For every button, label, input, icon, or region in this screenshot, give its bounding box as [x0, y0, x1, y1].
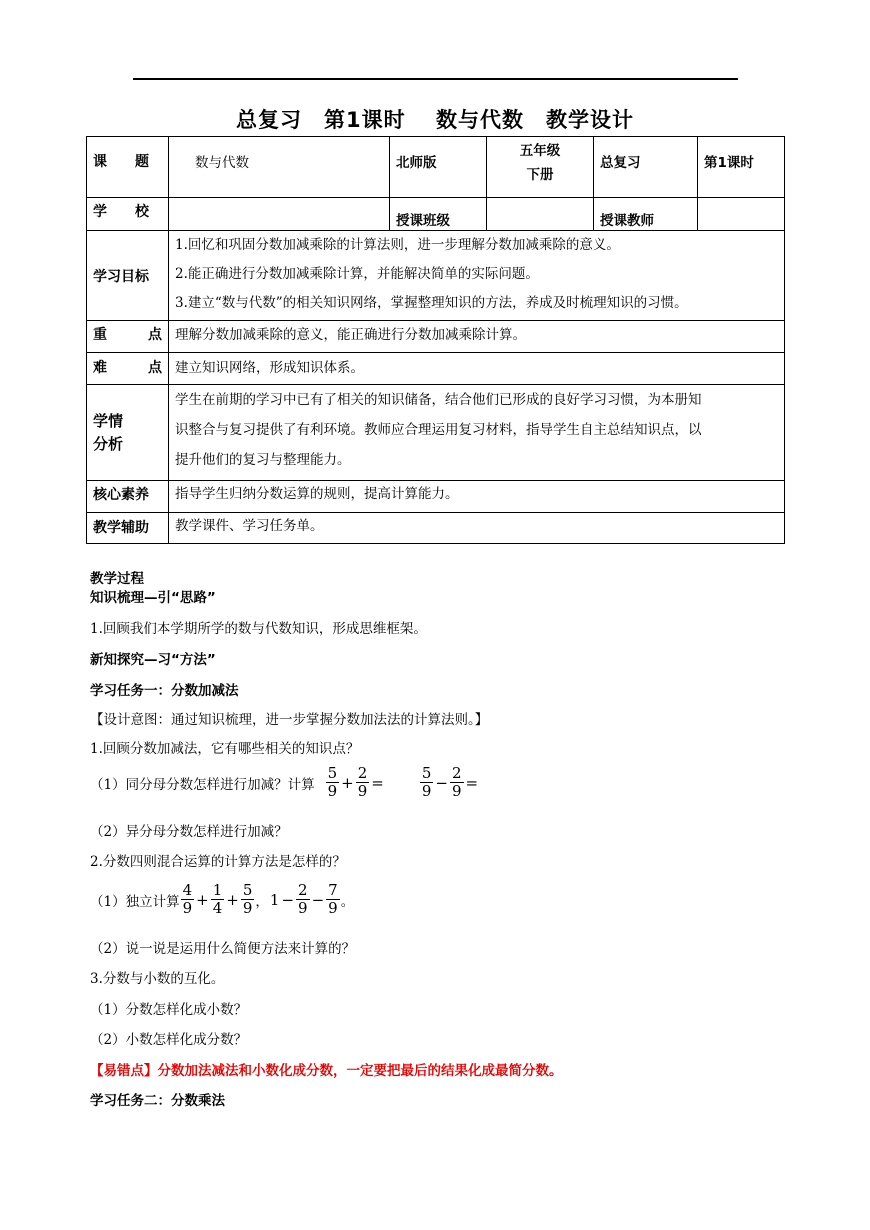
- lesson-value: 第1课时: [698, 137, 785, 198]
- difficulty-value: 建立知识网络，形成知识体系。: [169, 353, 785, 385]
- row-core: [87, 481, 785, 513]
- task2-title: 学习任务二：分数乘法: [90, 1093, 225, 1109]
- fraction: $\frac{7}{9}$: [328, 881, 338, 917]
- section1-title: 知识梳理—引“思路”: [90, 590, 216, 606]
- task1-title: 学习任务一：分数加减法: [90, 683, 239, 699]
- label-difficulty: 难 点: [87, 353, 169, 385]
- row-key-point: [87, 321, 785, 353]
- row-goals: [87, 231, 785, 321]
- row-topic: [87, 137, 785, 198]
- question-3: 3.分数与小数的互化。: [90, 971, 225, 987]
- design-intent: 【设计意图：通过知识梳理，进一步掌握分数加法法的计算法则。】: [90, 712, 489, 728]
- goals-value: [169, 231, 785, 321]
- fraction: $\frac{5}{9}$: [421, 764, 432, 800]
- fraction: $\frac{5}{9}$: [327, 764, 338, 800]
- question-3-1: （1）分数怎样化成小数？: [90, 1002, 248, 1018]
- fraction: $\frac{2}{9}$: [357, 764, 368, 800]
- goal-3: 3.建立“数与代数”的相关知识网络，掌握整理知识的方法，养成及时梳理知识的习惯。: [175, 295, 688, 311]
- row-difficulty: [87, 353, 785, 385]
- row-aids: [87, 513, 785, 544]
- process-heading: 教学过程: [90, 571, 144, 587]
- page-title: 总复习 第1课时 数与代数 教学设计: [236, 108, 634, 132]
- question-1-1: （1）同分母分数怎样进行加减？计算 $\frac{5}{9}$ + $\frac{2}{9}$ = $\frac{5}{9}$ − $\frac{2}{9}$ =: [90, 764, 479, 800]
- grade-line2: 下册: [526, 167, 554, 183]
- question-2-2: （2）说一说是运用什么简便方法来计算的？: [90, 941, 356, 957]
- section1-item1: 1.回顾我们本学期所学的数与代数知识，形成思维框架。: [90, 621, 427, 637]
- label-topic: 课 题: [87, 137, 169, 198]
- key-point-value: 理解分数加减乘除的意义，能正确进行分数加减乘除计算。: [169, 321, 785, 353]
- fraction: $\frac{1}{4}$: [212, 881, 223, 917]
- goal-2: 2.能正确进行分数加减乘除计算，并能解决简单的实际问题。: [175, 266, 539, 282]
- question-2-1: （1）独立计算 $\frac{4}{9}$ + $\frac{1}{4}$ + $\frac{5}{9}$ ， 1 − $\frac{2}{9}$ − $\frac{7}{9}$ 。: [90, 881, 355, 917]
- unit-value: 总复习: [594, 137, 698, 198]
- question-1: 1.回顾分数加减法，它有哪些相关的知识点？: [90, 741, 360, 757]
- fraction: $\frac{2}{9}$: [451, 764, 462, 800]
- header-rule: [133, 78, 738, 80]
- row-analysis: [87, 385, 785, 481]
- fraction: $\frac{5}{9}$: [242, 881, 253, 917]
- label-school: 学 校: [87, 198, 169, 231]
- label-key-point: 重 点: [87, 321, 169, 353]
- teacher-label: 授课教师: [594, 198, 698, 231]
- lesson-info-table: [86, 136, 785, 544]
- label-goals: 学习目标: [87, 231, 169, 321]
- class-value: [487, 198, 594, 231]
- fraction: $\frac{2}{9}$: [298, 881, 308, 917]
- error-point: 【易错点】分数加法减法和小数化成分数，一定要把最后的结果化成最简分数。: [90, 1063, 563, 1079]
- core-value: 指导学生归纳分数运算的规则，提高计算能力。: [169, 481, 785, 513]
- teacher-value: [698, 198, 785, 231]
- label-core: 核心素养: [87, 481, 169, 513]
- grade-value: [487, 137, 594, 198]
- label-aids: 教学辅助: [87, 513, 169, 544]
- goal-1: 1.回忆和巩固分数加减乘除的计算法则，进一步理解分数加减乘除的意义。: [175, 237, 620, 253]
- school-value: [169, 198, 390, 231]
- label-analysis: 学情 分析: [87, 385, 169, 481]
- section2-title: 新知探究—习“方法”: [90, 652, 216, 668]
- aids-value: 教学课件、学习任务单。: [169, 513, 785, 544]
- question-3-2: （2）小数怎样化成分数？: [90, 1032, 248, 1048]
- fraction: $\frac{4}{9}$: [182, 881, 193, 917]
- question-1-2: （2）异分母分数怎样进行加减？: [90, 824, 288, 840]
- grade-line1: 五年级: [519, 143, 561, 159]
- row-school: [87, 198, 785, 231]
- question-2: 2.分数四则混合运算的计算方法是怎样的？: [90, 854, 346, 870]
- topic-value: 数与代数: [169, 137, 390, 198]
- edition-value: 北师版: [390, 137, 487, 198]
- analysis-value: 学生在前期的学习中已有了相关的知识储备，结合他们已形成的良好学习习惯，为本册知 识整合与复习提供了有利环境。教师应合理运用复习材料，指导学生自主总结知识点，以 提升他们的复习与整理能力。: [169, 385, 785, 481]
- class-label: 授课班级: [390, 198, 487, 231]
